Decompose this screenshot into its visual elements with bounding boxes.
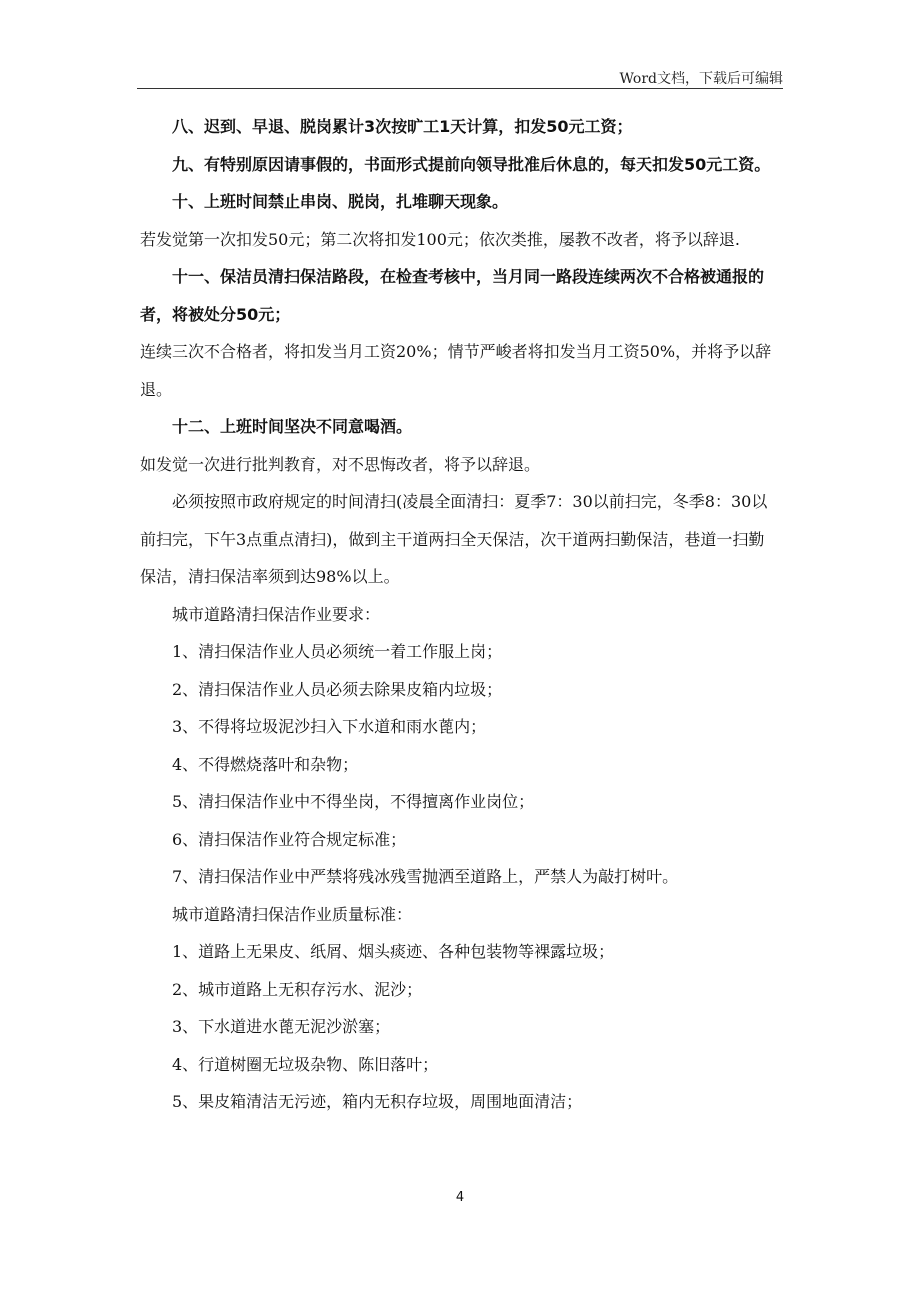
page-number: 4: [455, 1190, 465, 1205]
paragraph: 1、道路上无果皮、纸屑、烟头痰迹、各种包装物等裸露垃圾；: [172, 942, 615, 961]
paragraph: 九、有特别原因请事假的，书面形式提前向领导批准后休息的，每天扣发50元工资。: [172, 154, 771, 174]
paragraph: 2、城市道路上无积存污水、泥沙；: [172, 979, 423, 999]
paragraph: 城市道路清扫保洁作业要求：: [172, 604, 381, 624]
paragraph: 5、果皮箱清洁无污迹，箱内无积存垃圾，周围地面清洁；: [172, 1092, 583, 1111]
paragraph: 十二、上班时间坚决不同意喝酒。: [172, 417, 413, 436]
paragraph: 如发觉一次进行批判教育，对不思悔改者，将予以辞退。: [140, 454, 541, 474]
paragraph: 5、清扫保洁作业中不得坐岗，不得擅离作业岗位；: [172, 792, 535, 811]
paragraph: 3、不得将垃圾泥沙扫入下水道和雨水蓖内；: [172, 717, 487, 736]
paragraph: 4、行道树圈无垃圾杂物、陈旧落叶；: [172, 1054, 439, 1074]
paragraph: 若发觉第一次扣发50元；第二次将扣发100元；依次类推，屡教不改者，将予以辞退.: [140, 229, 740, 249]
paragraph: 城市道路清扫保洁作业质量标准：: [172, 904, 413, 924]
paragraph: 6、清扫保洁作业符合规定标准；: [172, 829, 407, 849]
paragraph: 2、清扫保洁作业人员必须去除果皮箱内垃圾；: [172, 679, 503, 699]
page-header: Word文档，下载后可编辑: [619, 71, 783, 87]
paragraph: 连续三次不合格者，将扣发当月工资20%；情节严峻者将扣发当月工资50%，并将予以辞退。: [140, 342, 772, 399]
document-body: [140, 108, 780, 1121]
paragraph: 3、下水道进水蓖无泥沙淤塞；: [172, 1017, 391, 1036]
paragraph: 十一、保洁员清扫保洁路段，在检查考核中，当月同一路段连续两次不合格被通报的者，将被处分50元；: [140, 267, 765, 324]
paragraph: 1、清扫保洁作业人员必须统一着工作服上岗；: [172, 642, 503, 661]
paragraph: 必须按照市政府规定的时间清扫(凌晨全面清扫：夏季7：30以前扫完，冬季8：30以前扫完，下午3点重点清扫)，做到主干道两扫全天保洁，次干道两扫勤保洁，巷道一扫勤保洁，清扫保洁率须到达98%以上。: [140, 492, 768, 586]
header-divider: [137, 88, 783, 89]
paragraph: 八、迟到、早退、脱岗累计3次按旷工1天计算，扣发50元工资；: [172, 117, 633, 136]
paragraph: 4、不得燃烧落叶和杂物；: [172, 754, 359, 774]
paragraph: 十、上班时间禁止串岗、脱岗，扎堆聊天现象。: [172, 192, 509, 211]
paragraph: 7、清扫保洁作业中严禁将残冰残雪抛洒至道路上，严禁人为敲打树叶。: [172, 867, 679, 886]
